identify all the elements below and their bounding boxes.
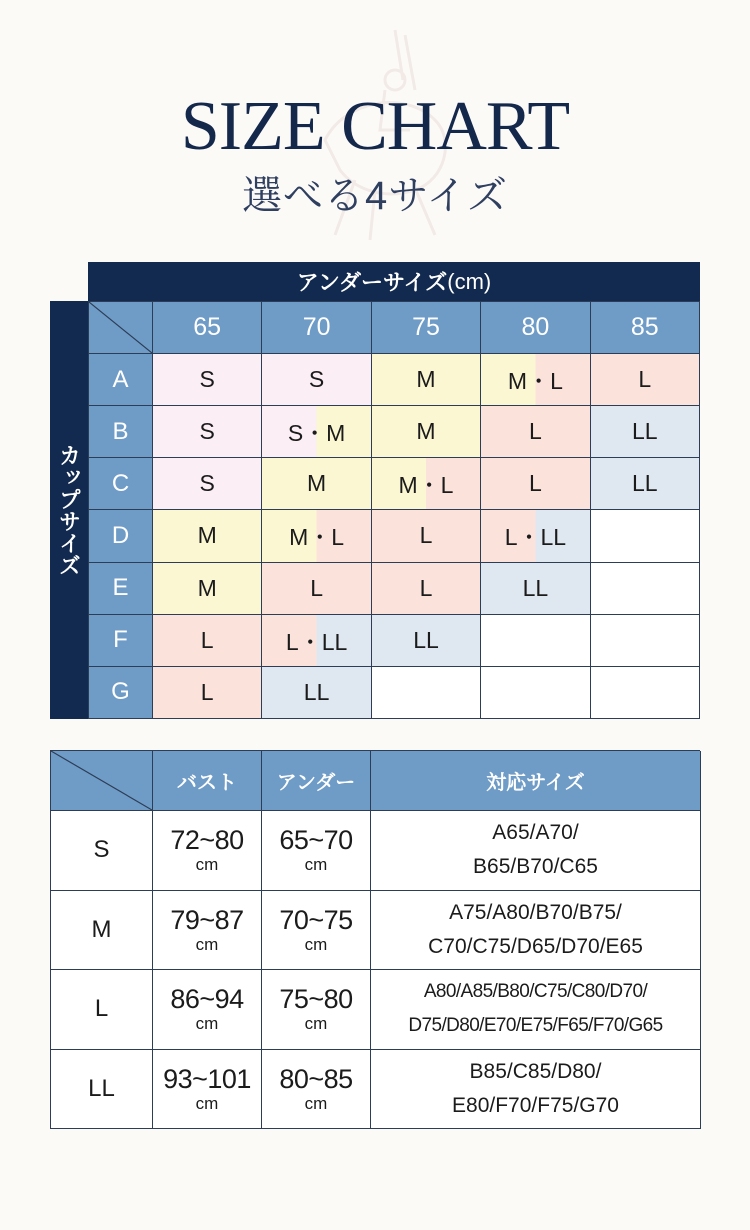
size-cell-empty (591, 563, 700, 615)
bust-measure (153, 970, 262, 1050)
under-range: 70~75 (279, 904, 353, 935)
cup-row-label: B (89, 406, 153, 458)
size-cell-empty (481, 615, 590, 667)
size-cell-empty (372, 667, 481, 719)
under-column-header: 80 (481, 302, 590, 354)
size-label-ll: LL (51, 1050, 153, 1130)
under-column-header: アンダー (262, 751, 371, 811)
cup-row-label: F (89, 615, 153, 667)
size-label-l: L (51, 970, 153, 1050)
size-cell: L・LL (481, 510, 590, 562)
bust-measure (153, 1050, 262, 1130)
fits-sizes (371, 1050, 701, 1130)
page-title: SIZE CHART (180, 88, 570, 165)
size-cell: L・LL (262, 615, 371, 667)
under-size-unit: (cm) (447, 268, 492, 294)
under-column-header: 75 (372, 302, 481, 354)
size-cell: L (481, 458, 590, 510)
size-matrix-grid (88, 301, 700, 719)
size-cell: M (262, 458, 371, 510)
bust-column-header: バスト (153, 751, 262, 811)
size-cell: L (372, 510, 481, 562)
size-cell: LL (481, 563, 590, 615)
bust-unit: cm (195, 1093, 219, 1113)
diagonal-line-icon (51, 751, 152, 810)
under-unit: cm (304, 1093, 328, 1113)
size-cell: L (153, 615, 262, 667)
fits-line: C70/C75/D65/D70/E65 (428, 934, 643, 958)
fits-line: B65/B70/C65 (473, 855, 598, 879)
size-cell: LL (262, 667, 371, 719)
size-cell: M・L (372, 458, 481, 510)
size-cell: L (372, 563, 481, 615)
table-corner-cell (51, 751, 153, 811)
under-range: 65~70 (279, 825, 353, 856)
size-cell: L (262, 563, 371, 615)
bust-range: 79~87 (170, 904, 244, 935)
size-label-s: S (51, 811, 153, 891)
cup-row-label: A (89, 354, 153, 406)
size-cell-empty (591, 615, 700, 667)
size-cell: M (372, 406, 481, 458)
size-cell: S (153, 406, 262, 458)
size-cell-empty (481, 667, 590, 719)
fits-sizes (371, 811, 701, 891)
under-measure (262, 1050, 371, 1130)
size-cell: LL (372, 615, 481, 667)
cup-row-label: G (89, 667, 153, 719)
size-cell: S (153, 458, 262, 510)
bust-range: 72~80 (170, 825, 244, 856)
fits-sizes (371, 970, 701, 1050)
page-subtitle: 選べる4サイズ (241, 174, 509, 218)
size-cell-empty (591, 510, 700, 562)
size-measurement-table (50, 750, 700, 1129)
under-measure (262, 970, 371, 1050)
size-cell: M・L (481, 354, 590, 406)
bust-unit: cm (195, 1014, 219, 1034)
under-measure (262, 891, 371, 971)
fits-line: B85/C85/D80/ (469, 1059, 602, 1083)
matrix-corner-cell (89, 302, 153, 354)
bust-range: 93~101 (163, 1063, 251, 1094)
size-cell: LL (591, 406, 700, 458)
size-cell: S (153, 354, 262, 406)
under-column-header: 85 (591, 302, 700, 354)
size-cell: M (372, 354, 481, 406)
size-cell: L (153, 667, 262, 719)
size-cell: M (153, 510, 262, 562)
cup-row-label: E (89, 563, 153, 615)
bust-unit: cm (195, 934, 219, 954)
fits-line: A80/A85/B80/C75/C80/D70/ (423, 981, 648, 1003)
under-range: 80~85 (279, 1063, 353, 1094)
diagonal-line-icon (89, 302, 152, 353)
under-size-header (88, 262, 700, 301)
size-cell-empty (591, 667, 700, 719)
under-size-label: アンダーサイズ (296, 270, 448, 295)
under-measure (262, 811, 371, 891)
size-cell: L (481, 406, 590, 458)
size-cell: S (262, 354, 371, 406)
size-cell: S・M (262, 406, 371, 458)
under-unit: cm (304, 855, 328, 875)
bust-measure (153, 811, 262, 891)
under-unit: cm (304, 1014, 328, 1034)
size-cell: LL (591, 458, 700, 510)
under-column-header: 65 (153, 302, 262, 354)
cup-row-label: D (89, 510, 153, 562)
cup-row-label: C (89, 458, 153, 510)
size-label-m: M (51, 891, 153, 971)
cup-size-header: カップサイズ (50, 301, 88, 719)
bust-range: 86~94 (170, 984, 244, 1015)
fits-sizes (371, 891, 701, 971)
fits-line: D75/D80/E70/E75/F65/F70/G65 (408, 1015, 663, 1037)
size-cell: M (153, 563, 262, 615)
bust-measure (153, 891, 262, 971)
under-unit: cm (304, 934, 328, 954)
size-cell: L (591, 354, 700, 406)
fits-column-header: 対応サイズ (371, 751, 701, 811)
under-range: 75~80 (279, 984, 353, 1015)
size-cell: M・L (262, 510, 371, 562)
size-matrix-chart (50, 262, 700, 719)
bust-unit: cm (195, 855, 219, 875)
fits-line: A75/A80/B70/B75/ (449, 900, 622, 924)
fits-line: E80/F70/F75/G70 (452, 1093, 619, 1117)
fits-line: A65/A70/ (492, 821, 579, 845)
under-column-header: 70 (262, 302, 371, 354)
